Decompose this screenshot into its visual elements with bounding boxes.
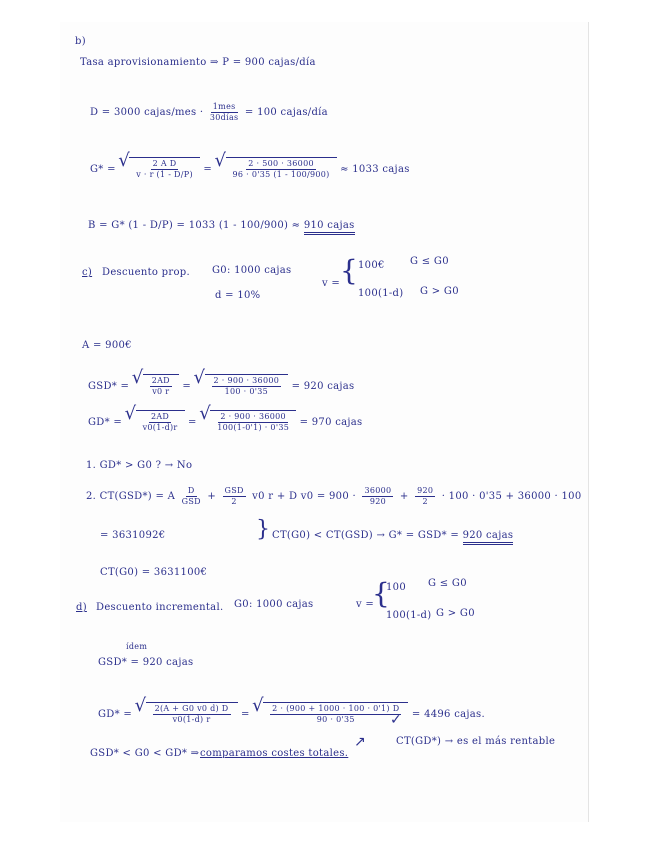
demand-frac-num: 1mes bbox=[212, 102, 236, 111]
c-gd-result: = 970 cajas bbox=[299, 417, 363, 428]
c-compare bbox=[272, 530, 513, 541]
g-star-result: ≈ 1033 cajas bbox=[340, 164, 410, 175]
c-compare-result: 920 cajas bbox=[463, 530, 514, 545]
c-step2-right: · 100 · 0'35 + 36000 · 100 bbox=[441, 491, 582, 502]
g-star-root2 bbox=[226, 157, 337, 180]
d-note: ídem bbox=[126, 642, 148, 651]
demand-line bbox=[90, 102, 328, 123]
c-gsd-frac-num: √ 2AD bbox=[151, 376, 170, 385]
notebook-page bbox=[60, 22, 589, 822]
c-d: d = 10% bbox=[215, 290, 261, 301]
c-step2-plus1: + bbox=[207, 491, 217, 502]
c-step2-frac3-den: 920 bbox=[369, 497, 387, 506]
c-step1: 1. GD* > G0 ? → No bbox=[86, 460, 193, 471]
b-formula bbox=[88, 220, 355, 231]
d-gd-root1-den: v0(1-d) r bbox=[172, 715, 211, 724]
d-gd-root1-num: √ 2(A + G0 v0 d) D bbox=[154, 704, 229, 713]
c-step2-frac1-num: D bbox=[187, 486, 195, 495]
c-ct-g0: CT(G0) = 3631100€ bbox=[100, 567, 208, 578]
c-v-case2-cond: G > G0 bbox=[420, 286, 459, 297]
c-gd-root-den: 100(1-0'1) · 0'35 bbox=[217, 423, 290, 432]
section-c-label: c) bbox=[82, 267, 93, 278]
checkmark-icon: ✓ bbox=[390, 712, 402, 728]
c-gd-frac-den: v0(1-d)r bbox=[142, 423, 178, 432]
c-v-label: v = bbox=[322, 278, 341, 289]
c-step2-frac4-num: 920 bbox=[417, 486, 434, 495]
c-step2-left: 2. CT(GSD*) = A bbox=[86, 491, 176, 502]
section-c-title: Descuento prop. bbox=[102, 267, 190, 278]
d-v-case2: 100(1-d) bbox=[386, 610, 432, 621]
c-v-case1: 100€ bbox=[358, 260, 385, 271]
c-gd-frac-num: √ 2AD bbox=[150, 412, 170, 421]
c-gd-label: GD* = bbox=[88, 417, 123, 428]
c-v-case2: 100(1-d) bbox=[358, 288, 404, 299]
d-v-case2-cond: G > G0 bbox=[436, 608, 475, 619]
c-gsd-frac-den: v0 r bbox=[152, 387, 170, 396]
arrow-icon: ↗ bbox=[354, 734, 366, 750]
c-step2-frac4-den: 2 bbox=[422, 497, 428, 506]
g-root1-den: v · r (1 - D/P) bbox=[136, 170, 193, 179]
c-step2-frac2-num: GSD bbox=[224, 486, 244, 495]
demand-right: = 100 cajas/día bbox=[244, 107, 328, 118]
c-brace-icon: { bbox=[340, 254, 358, 287]
demand-frac-den: 30días bbox=[209, 113, 239, 122]
demand-left: D = 3000 cajas/mes · bbox=[90, 107, 204, 118]
g-root2-num: √ 2 · 500 · 36000 bbox=[248, 159, 314, 168]
c-step2 bbox=[86, 486, 582, 507]
supply-rate-line: Tasa aprovisionamiento ⇒ P = 900 cajas/día bbox=[80, 57, 316, 68]
c-gd-root-num: √ 2 · 900 · 36000 bbox=[220, 412, 286, 421]
d-gd-formula: GD* = √ $\frac{2(A + G0 v0 d) D}{v0(1-d) r}$ = √ $\frac{2 \cdot (900 + 1000 \cdot 100 \cdot 0'1) D}{90 \cdot 0'35}$ = 4496 cajas. bbox=[98, 702, 485, 725]
c-gsd-result: = 920 cajas bbox=[291, 381, 355, 392]
section-d-label: d) bbox=[76, 602, 87, 613]
c-a-line: A = 900€ bbox=[82, 340, 132, 351]
d-final-mid: comparamos costes totales. bbox=[200, 748, 349, 759]
d-brace-icon: { bbox=[372, 577, 390, 610]
c-step2-plus2: + bbox=[399, 491, 409, 502]
c-compare-brace-icon: } bbox=[256, 517, 270, 542]
c-step2-frac3-num: 36000 bbox=[364, 486, 392, 495]
c-ct-value: = 3631092€ bbox=[100, 530, 166, 541]
g-root2-den: 96 · 0'35 (1 - 100/900) bbox=[232, 170, 330, 179]
c-step2-frac1-den: GSD bbox=[181, 497, 201, 506]
d-gd-root2-num: √ 2 · (900 + 1000 · 100 · 0'1) D bbox=[272, 704, 400, 713]
c-step2-frac2-den: 2 bbox=[231, 497, 237, 506]
c-gsd-root-den: 100 · 0'35 bbox=[224, 387, 269, 396]
section-b-label: b) bbox=[75, 36, 86, 47]
g-root1-num: √ 2 A D bbox=[152, 159, 177, 168]
g-star-label: G* = bbox=[90, 164, 116, 175]
d-gd-label: GD* = bbox=[98, 709, 133, 720]
demand-fraction bbox=[210, 102, 239, 123]
d-final-left: GSD* < G0 < GD* ⇒ bbox=[90, 748, 200, 759]
d-v-case1: 100 bbox=[386, 582, 406, 593]
d-gd-root2-den: 90 · 0'35 bbox=[316, 715, 355, 724]
c-g0: G0: 1000 cajas bbox=[212, 265, 292, 276]
c-compare-text: CT(G0) < CT(GSD) → G* = GSD* = bbox=[272, 530, 460, 541]
c-gsd-formula: GSD* = √ $\frac{2AD}{v0 r}$ = √ $\frac{2 \cdot 900 \cdot 36000}{100 \cdot 0'35}$ = 920 cajas bbox=[88, 374, 355, 397]
d-v-case1-cond: G ≤ G0 bbox=[428, 578, 467, 589]
section-d-title: Descuento incremental. bbox=[96, 602, 224, 613]
g-star-root1 bbox=[129, 157, 200, 180]
b-result: 910 cajas bbox=[304, 220, 355, 235]
d-gsd-line: GSD* = 920 cajas bbox=[98, 657, 194, 668]
c-gsd-label: GSD* = bbox=[88, 381, 130, 392]
d-v-label: v = bbox=[356, 599, 375, 610]
d-final-right: CT(GD*) → es el más rentable bbox=[396, 736, 556, 747]
d-g0: G0: 1000 cajas bbox=[234, 599, 314, 610]
c-step2-mid: v0 r + D v0 = 900 · bbox=[252, 491, 356, 502]
c-gd-formula: GD* = √ $\frac{2AD}{v0(1-d)r}$ = √ $\frac{2 \cdot 900 \cdot 36000}{100(1-0'1) \cdot 0'35}$ = 970 cajas bbox=[88, 410, 362, 433]
d-gd-result: = 4496 cajas. bbox=[411, 709, 485, 720]
c-v-case1-cond: G ≤ G0 bbox=[410, 256, 449, 267]
b-formula-text: B = G* (1 - D/P) = 1033 (1 - 100/900) ≈ bbox=[88, 220, 301, 231]
c-gsd-root-num: √ 2 · 900 · 36000 bbox=[213, 376, 280, 385]
g-star-formula: G* = √ $\frac{\text{2 A D}}{v \cdot r (1 - D/P)}$ = √ $\frac{2 \cdot 500 \cdot 36000}{96 \cdot 0'35 (1 - 100/900)}$ ≈ 1033 cajas bbox=[90, 157, 410, 180]
